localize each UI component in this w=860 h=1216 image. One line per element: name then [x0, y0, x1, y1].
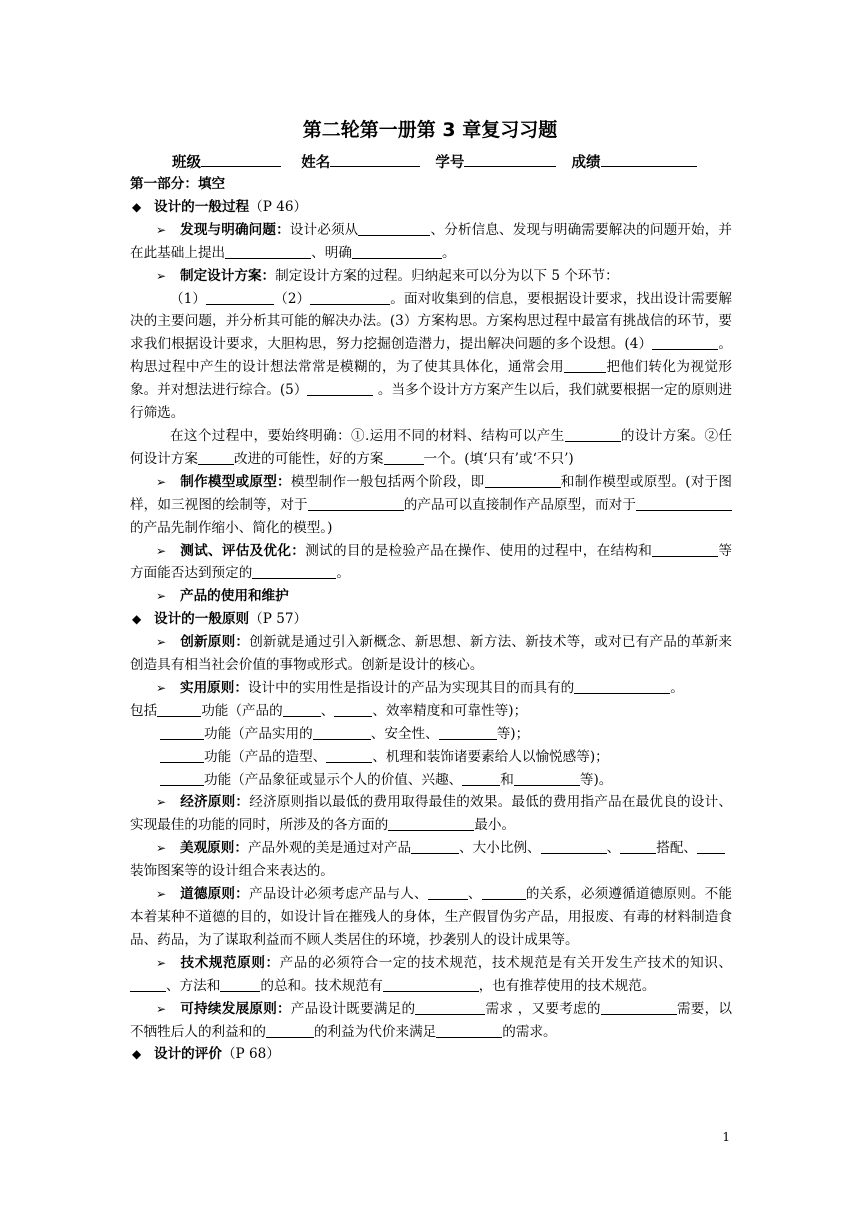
id-label: 学号: [435, 155, 465, 171]
item-beauty: ➢ 美观原则：产品外观的美是通过对产品 、大小比例、 、 搭配、: [130, 837, 732, 860]
fill-blank[interactable]: [160, 726, 204, 740]
fill-blank[interactable]: [388, 817, 474, 831]
fill-blank[interactable]: [565, 428, 621, 442]
fill-blank[interactable]: [697, 840, 725, 854]
item-discover: ➢ 发现与明确问题：设计必须从 、分析信息、发现与明确需要解决的问题开始，并在此基础上提出 、明确 。: [130, 219, 732, 265]
item-use: ➢ 产品的使用和维护: [130, 585, 732, 608]
fill-blank[interactable]: [415, 1001, 485, 1015]
diamond-bullet-icon: ◆: [132, 612, 142, 627]
document-body: [130, 173, 732, 1066]
fill-blank[interactable]: [384, 451, 424, 465]
fill-blank[interactable]: [383, 978, 479, 992]
id-blank[interactable]: [464, 152, 556, 167]
student-info-line: [172, 151, 697, 172]
fill-blank[interactable]: [428, 886, 468, 900]
item-practical: ➢ 实用原则：设计中的实用性是指设计的产品为实现其目的而具有的 。: [130, 677, 732, 700]
fill-blank[interactable]: [652, 543, 718, 557]
arrow-bullet-icon: ➢: [156, 841, 167, 856]
fill-blank[interactable]: [358, 222, 430, 236]
fill-blank[interactable]: [206, 291, 274, 305]
name-label: 姓名: [301, 155, 331, 171]
fill-blank[interactable]: [160, 749, 204, 763]
fill-blank[interactable]: [482, 886, 526, 900]
name-blank[interactable]: [330, 152, 420, 167]
fill-blank[interactable]: [574, 680, 670, 694]
score-label: 成绩: [571, 155, 601, 171]
diamond-bullet-icon: ◆: [132, 1047, 142, 1062]
item-plan-clarify: 在这个过程中，要始终明确：①.运用不同的材料、结构可以产生 的设计方案。②任何设计方案 改进的可能性，好的方案 一个。(填‘只有’或‘不只’): [130, 427, 733, 467]
fill-blank[interactable]: [307, 382, 373, 396]
fill-blank[interactable]: [225, 245, 311, 259]
item-practical-line3: 功能（产品的造型、 、机理和装饰诸要素给人以愉悦感等)；: [130, 746, 732, 769]
item-practical-line4: 功能（产品象征或显示个人的价值、兴趣、 和 等)。: [130, 769, 732, 792]
fill-blank[interactable]: [514, 772, 580, 786]
fill-blank[interactable]: [160, 772, 204, 786]
fill-blank[interactable]: [198, 451, 234, 465]
diamond-bullet-icon: ◆: [132, 199, 142, 214]
fill-blank[interactable]: [436, 1024, 502, 1038]
fill-blank[interactable]: [564, 359, 606, 373]
fill-blank[interactable]: [485, 474, 561, 488]
fill-blank[interactable]: [326, 749, 372, 763]
fill-blank[interactable]: [620, 840, 656, 854]
page-number: 1: [722, 1130, 730, 1144]
section-heading-evaluation: ◆ 设计的评价（P 68）: [130, 1043, 732, 1066]
item-plan: ➢ 制定设计方案：制定设计方案的过程。归纳起来可以分为以下 5 个环节：: [130, 265, 732, 288]
arrow-bullet-icon: ➢: [156, 635, 167, 650]
arrow-bullet-icon: ➢: [156, 474, 167, 489]
fill-blank[interactable]: [541, 840, 607, 854]
fill-blank[interactable]: [310, 291, 390, 305]
page-title: 第二轮第一册第 3 章复习习题: [302, 119, 558, 141]
fill-blank[interactable]: [220, 978, 260, 992]
fill-blank[interactable]: [439, 726, 497, 740]
part-heading: 第一部分：填空: [130, 176, 226, 192]
item-plan-steps: （1） （2） 。面对收集到的信息，要根据设计要求，找出设计需要解决的主要问题，并分析其可能的解决办法。(3）方案构思。方案构思过程中最富有挑战信的环节，要求我们根据设计要求，大胆构思，努力挖掘创造潜力，提出解决问题的多个设想。(4） 。构思过程中产生的设计想法常常是模糊的，为了使其具体化，通常会用 把他们转化为视觉形象。并对想法进行综合。(5） 。当多个设计方方案产生以后，我们就要根据一定的原则进行筛选。: [130, 290, 733, 422]
arrow-bullet-icon: ➢: [156, 222, 167, 237]
fill-blank[interactable]: [636, 497, 732, 511]
section-heading-principles: ◆ 设计的一般原则（P 57）: [130, 608, 732, 631]
arrow-bullet-icon: ➢: [156, 268, 167, 283]
item-practical-line2: 功能（产品实用的 、安全性、 等)；: [130, 723, 732, 746]
fill-blank[interactable]: [601, 1001, 677, 1015]
fill-blank[interactable]: [334, 703, 372, 717]
item-moral: ➢ 道德原则：产品设计必须考虑产品与人、 、 的关系，必须遵循道德原则。不能本着某种不道德的目的，如设计旨在摧残人的身体，生产假冒伪劣产品，用报废、有毒的材料制造食品、药品，为了谋取利益而不顾人类居住的环境，抄袭别人的设计成果等。: [130, 883, 732, 952]
fill-blank[interactable]: [157, 703, 201, 717]
fill-blank[interactable]: [462, 772, 500, 786]
arrow-bullet-icon: ➢: [156, 795, 167, 810]
item-norm: ➢ 技术规范原则：产品的必须符合一定的技术规范，技术规范是有关开发生产技术的知识、、方法和 的总和。技术规范有 ，也有推荐使用的技术规范。: [130, 952, 732, 998]
fill-blank[interactable]: [283, 703, 321, 717]
class-blank[interactable]: [201, 152, 281, 167]
fill-blank[interactable]: [352, 245, 442, 259]
fill-blank[interactable]: [313, 726, 371, 740]
fill-blank[interactable]: [266, 1024, 314, 1038]
arrow-bullet-icon: ➢: [156, 955, 167, 970]
arrow-bullet-icon: ➢: [156, 887, 167, 902]
item-economy: ➢ 经济原则：经济原则指以最低的费用取得最佳的效果。最低的费用指产品在最优良的设计、实现最佳的功能的同时，所涉及的各方面的 最小。: [130, 791, 732, 837]
item-innovation: ➢ 创新原则：创新就是通过引入新概念、新思想、新方法、新技术等，或对已有产品的革新来创造具有相当社会价值的事物或形式。创新是设计的核心。: [130, 631, 732, 677]
score-blank[interactable]: [601, 152, 697, 167]
fill-blank[interactable]: [308, 497, 404, 511]
section-heading-process: ◆ 设计的一般过程（P 46）: [130, 196, 732, 219]
fill-blank[interactable]: [130, 978, 166, 992]
item-model: ➢ 制作模型或原型：模型制作一般包括两个阶段，即 和制作模型或原型。(对于图样，如三视图的绘制等，对于 的产品可以直接制作产品原型，而对于的产品先制作缩小、简化的模型。): [130, 471, 732, 540]
arrow-bullet-icon: ➢: [156, 543, 167, 558]
fill-blank[interactable]: [252, 565, 336, 579]
item-sustain: ➢ 可持续发展原则：产品设计既要满足的 需求 ，又要考虑的 需要，以不牺牲后人的利益和的 的利益为代价来满足 的需求。: [130, 998, 732, 1044]
arrow-bullet-icon: ➢: [156, 1001, 167, 1016]
arrow-bullet-icon: ➢: [156, 589, 167, 604]
fill-blank[interactable]: [652, 336, 718, 350]
item-beauty-cont: 装饰图案等的设计组合来表达的。: [130, 863, 334, 880]
item-practical-line1: 包括 功能（产品的 、 、效率精度和可靠性等)；: [130, 702, 528, 719]
class-label: 班级: [172, 155, 201, 171]
item-test: ➢ 测试、评估及优化：测试的目的是检验产品在操作、使用的过程中，在结构和 等方面能否达到预定的 。: [130, 540, 732, 586]
arrow-bullet-icon: ➢: [156, 680, 167, 695]
fill-blank[interactable]: [411, 840, 459, 854]
